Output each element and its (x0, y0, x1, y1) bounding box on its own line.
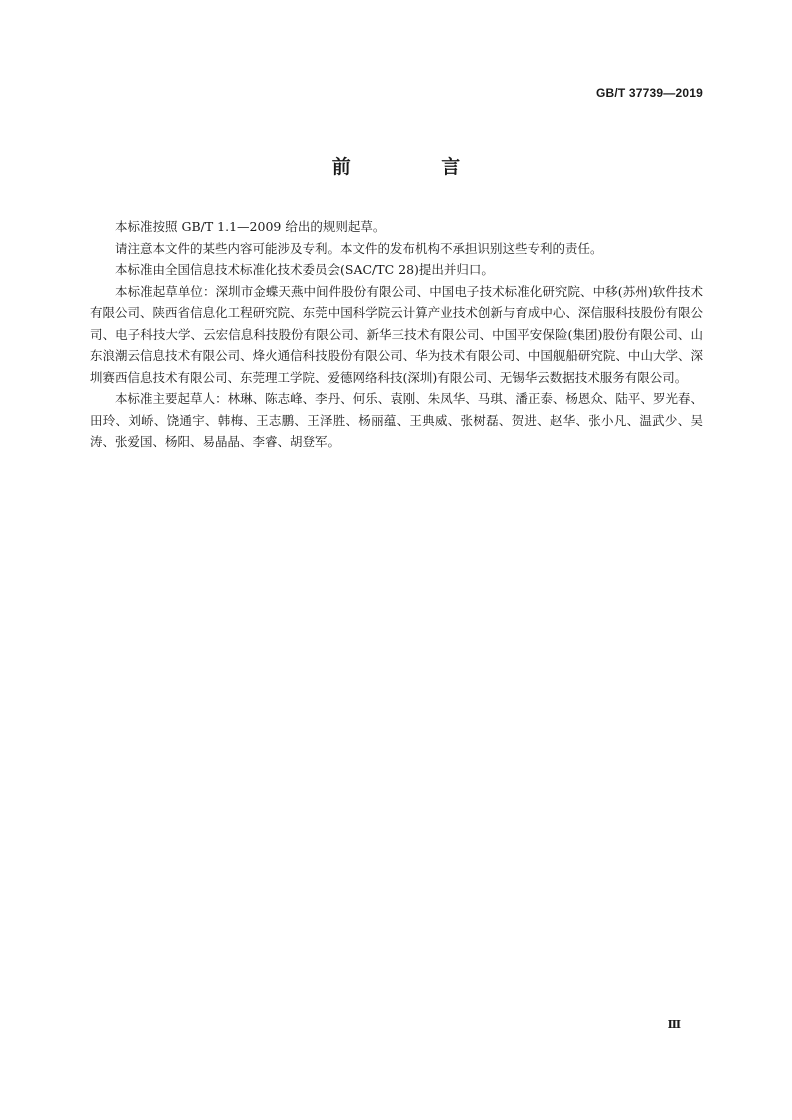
paragraph-drafting-units: 本标准起草单位：深圳市金蝶天燕中间件股份有限公司、中国电子技术标准化研究院、中移(苏州)软件技术有限公司、陕西省信息化工程研究院、东莞中国科学院云计算产业技术创新与育成中心、深信服科技股份有限公司、电子科技大学、云宏信息科技股份有限公司、新华三技术有限公司、中国平安保险(集团)股份有限公司、山东浪潮云信息技术有限公司、烽火通信科技股份有限公司、华为技术有限公司、中国舰船研究院、中山大学、深圳赛西信息技术有限公司、东莞理工学院、爱德网络科技(深圳)有限公司、无锡华云数据技术服务有限公司。 (90, 283, 703, 385)
page-number: Ⅲ (667, 1018, 681, 1031)
paragraph-main-drafters: 本标准主要起草人：林琳、陈志峰、李丹、何乐、袁刚、朱凤华、马琪、潘正泰、杨恩众、陆平、罗光春、田玲、刘峤、饶通宇、韩梅、王志鹏、王泽胜、杨丽蕴、王典威、张树磊、贺进、赵华、张小凡、温武少、吴涛、张爱国、杨阳、易晶晶、李睿、胡登军。 (90, 391, 703, 449)
page-title: 前 言 (331, 156, 503, 178)
paragraph-proposed-by: 本标准由全国信息技术标准化技术委员会(SAC/TC 28)提出并归口。 (115, 262, 494, 277)
paragraph-patent-notice: 请注意本文件的某些内容可能涉及专利。本文件的发布机构不承担识别这些专利的责任。 (115, 240, 603, 256)
standard-code: GB/T 37739—2019 (595, 86, 703, 100)
foreword-body (90, 216, 703, 453)
paragraph-drafting-rules: 本标准按照 GB/T 1.1—2009 给出的规则起草。 (115, 219, 386, 234)
